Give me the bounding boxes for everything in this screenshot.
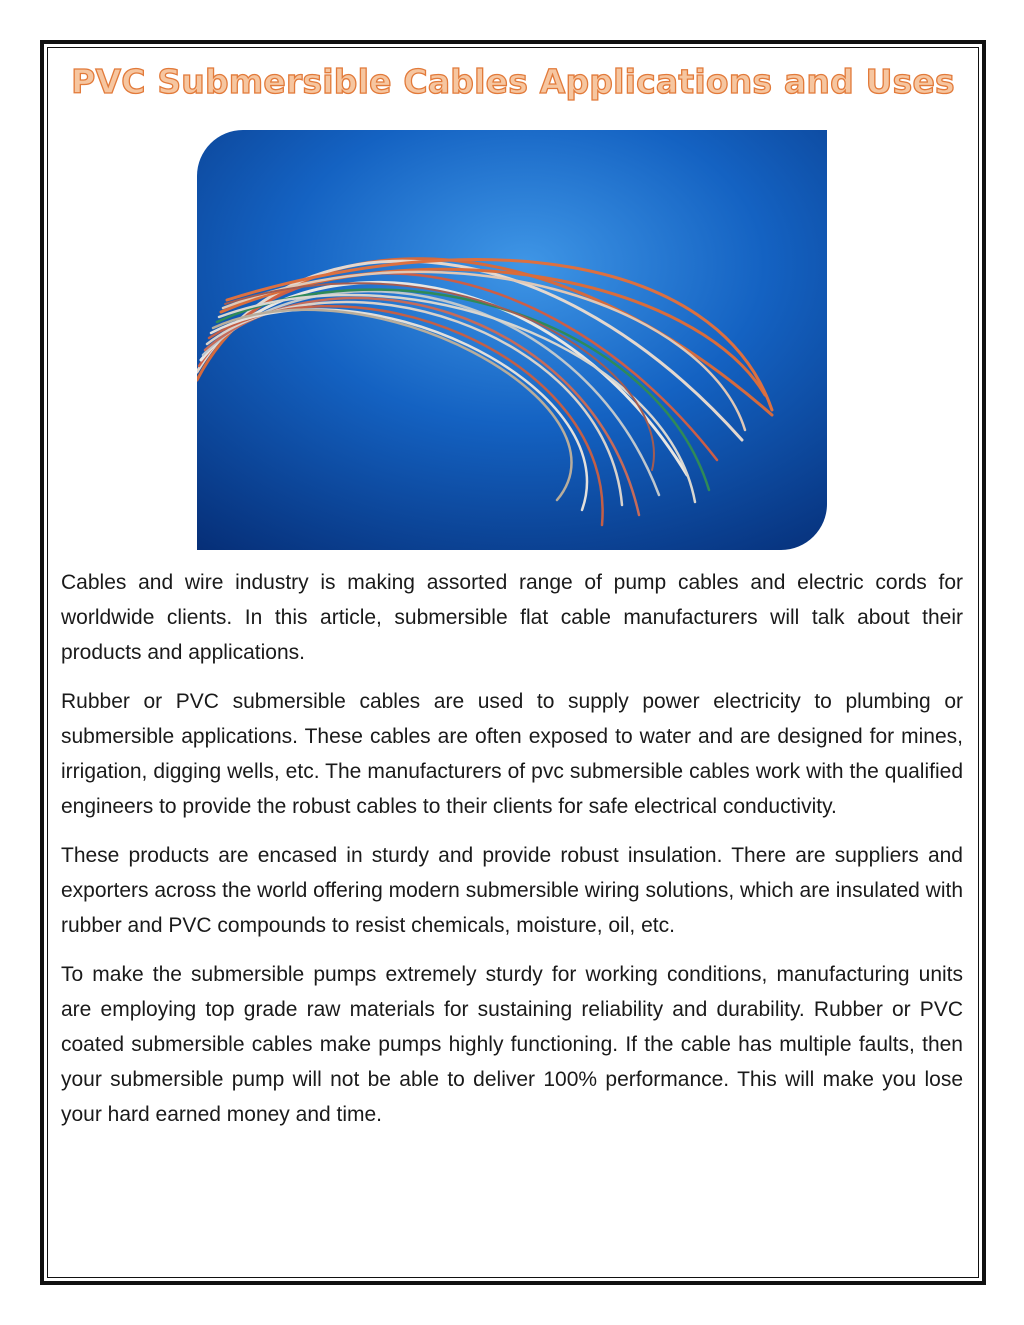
paragraph-4: To make the submersible pumps extremely sturdy for working conditions, manufacturing units are employing top grade raw materials for sustaining reliability and durability. Rubber or PVC coated submersible cables make pumps highly functioning. If the cable has multiple faults, then your submersible pump will not be able to deliver 100% performance. This will make you lose your hard earned money and time. [61,963,963,1126]
paragraph-1: Cables and wire industry is making assorted range of pump cables and electric cords for worldwide clients. In this article, submersible flat cable manufacturers will talk about their products and applications. [61,571,963,664]
article-body [61,565,963,1146]
colored-wires-photo [197,130,827,550]
page-title: PVC Submersible Cables Applications and Uses [71,62,955,101]
paragraph-3: These products are encased in sturdy and provide robust insulation. There are suppliers and exporters across the world offering modern submersible wiring solutions, which are insulated with rubber and PVC compounds to resist chemicals, moisture, oil, etc. [61,844,963,937]
paragraph-2: Rubber or PVC submersible cables are used to supply power electricity to plumbing or submersible applications. These cables are often exposed to water and are designed for mines, irrigation, digging wells, etc. The manufacturers of pvc submersible cables work with the qualified engineers to provide the robust cables to their clients for safe electrical conductivity. [61,690,963,818]
